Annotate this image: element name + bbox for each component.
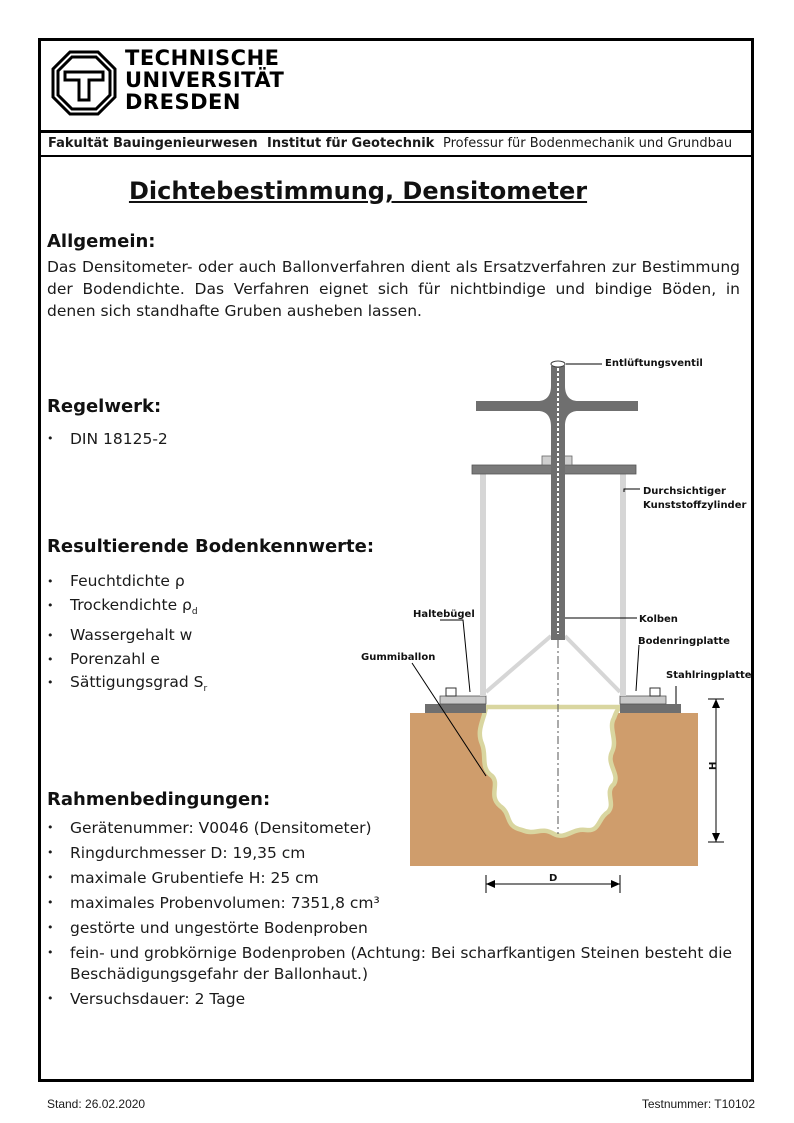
label-base-ring-plate: Bodenringplatte bbox=[638, 636, 730, 647]
clamp-bolt-right bbox=[650, 688, 660, 696]
footer-test-number: Testnummer: T10102 bbox=[641, 1097, 755, 1111]
university-line-1: TECHNISCHE bbox=[125, 46, 280, 70]
soil-values-heading: Resultierende Bodenkennwerte: bbox=[47, 536, 375, 557]
page-title: Dichtebestimmung, Densitometer bbox=[128, 177, 588, 205]
vent-cap bbox=[551, 361, 565, 367]
label-steel-ring-plate: Stahlringplatte bbox=[666, 670, 752, 681]
professorship-name: Professur für Bodenmechanik und Grundbau bbox=[443, 136, 733, 151]
list-item: • fein- und grobkörnige Bodenproben (Achtung: Bei scharfkantigen Steinen besteht die Beschädigungsgefahr der Ballonhaut.) bbox=[47, 943, 737, 984]
list-item: • Gerätenummer: V0046 (Densitometer) bbox=[47, 818, 737, 839]
list-item-text: Sättigungsgrad S bbox=[70, 673, 204, 692]
standards-heading: Regelwerk: bbox=[47, 396, 162, 417]
university-line-3: DRESDEN bbox=[125, 90, 241, 114]
label-height: H bbox=[708, 761, 719, 770]
list-item: • DIN 18125-2 bbox=[47, 428, 168, 450]
general-text: Das Densitometer- oder auch Ballonverfahren dient als Ersatzverfahren zur Bestimmung der Bodendichte. Das Verfahren eignet sich für nichtbindige und bindige Böden, in denen sich standhafte Gruben ausheben lassen. bbox=[47, 258, 740, 320]
cylinder-wall-left bbox=[480, 474, 486, 696]
base-ring-plate-left bbox=[440, 696, 486, 704]
footer-date: Stand: 26.02.2020 bbox=[47, 1097, 146, 1111]
list-item: • maximale Grubentiefe H: 25 cm bbox=[47, 868, 737, 889]
list-item-text: Porenzahl e bbox=[70, 649, 160, 668]
piston-brace-right bbox=[565, 636, 620, 692]
list-item-subscript: r bbox=[203, 684, 208, 695]
faculty-name: Fakultät Bauingenieurwesen bbox=[48, 136, 258, 151]
general-heading: Allgemein: bbox=[47, 231, 156, 252]
cylinder-wall-right bbox=[620, 474, 626, 696]
label-bracket: Haltebügel bbox=[413, 609, 475, 620]
label-balloon: Gummiballon bbox=[361, 652, 436, 663]
list-item: • Ringdurchmesser D: 19,35 cm bbox=[47, 843, 737, 864]
clamp-bolt-left bbox=[446, 688, 456, 696]
label-cylinder-line-2: Kunststoffzylinder bbox=[643, 500, 747, 511]
base-ring-plate-right bbox=[620, 696, 666, 704]
label-cylinder-line-1: Durchsichtiger bbox=[643, 486, 726, 497]
label-vent: Entlüftungsventil bbox=[605, 358, 703, 369]
list-item-text: Trockendichte ρ bbox=[70, 595, 192, 614]
label-diameter: D bbox=[549, 873, 558, 884]
institute-name: Institut für Geotechnik bbox=[267, 136, 435, 151]
label-piston: Kolben bbox=[639, 614, 678, 625]
steel-ring-plate-left bbox=[425, 704, 486, 713]
piston-brace-left bbox=[486, 636, 551, 692]
list-item: • gestörte und ungestörte Bodenproben bbox=[47, 918, 737, 939]
conditions-heading: Rahmenbedingungen: bbox=[47, 789, 271, 810]
list-item-subscript: d bbox=[191, 606, 198, 617]
list-item-text: Feuchtdichte ρ bbox=[70, 572, 185, 590]
list-item: • Versuchsdauer: 2 Tage bbox=[47, 989, 737, 1010]
university-line-2: UNIVERSITÄT bbox=[125, 68, 285, 92]
steel-ring-plate-right bbox=[620, 704, 681, 713]
list-item-text: Wassergehalt w bbox=[70, 626, 193, 645]
list-item: • maximales Probenvolumen: 7351,8 cm³ bbox=[47, 893, 737, 914]
